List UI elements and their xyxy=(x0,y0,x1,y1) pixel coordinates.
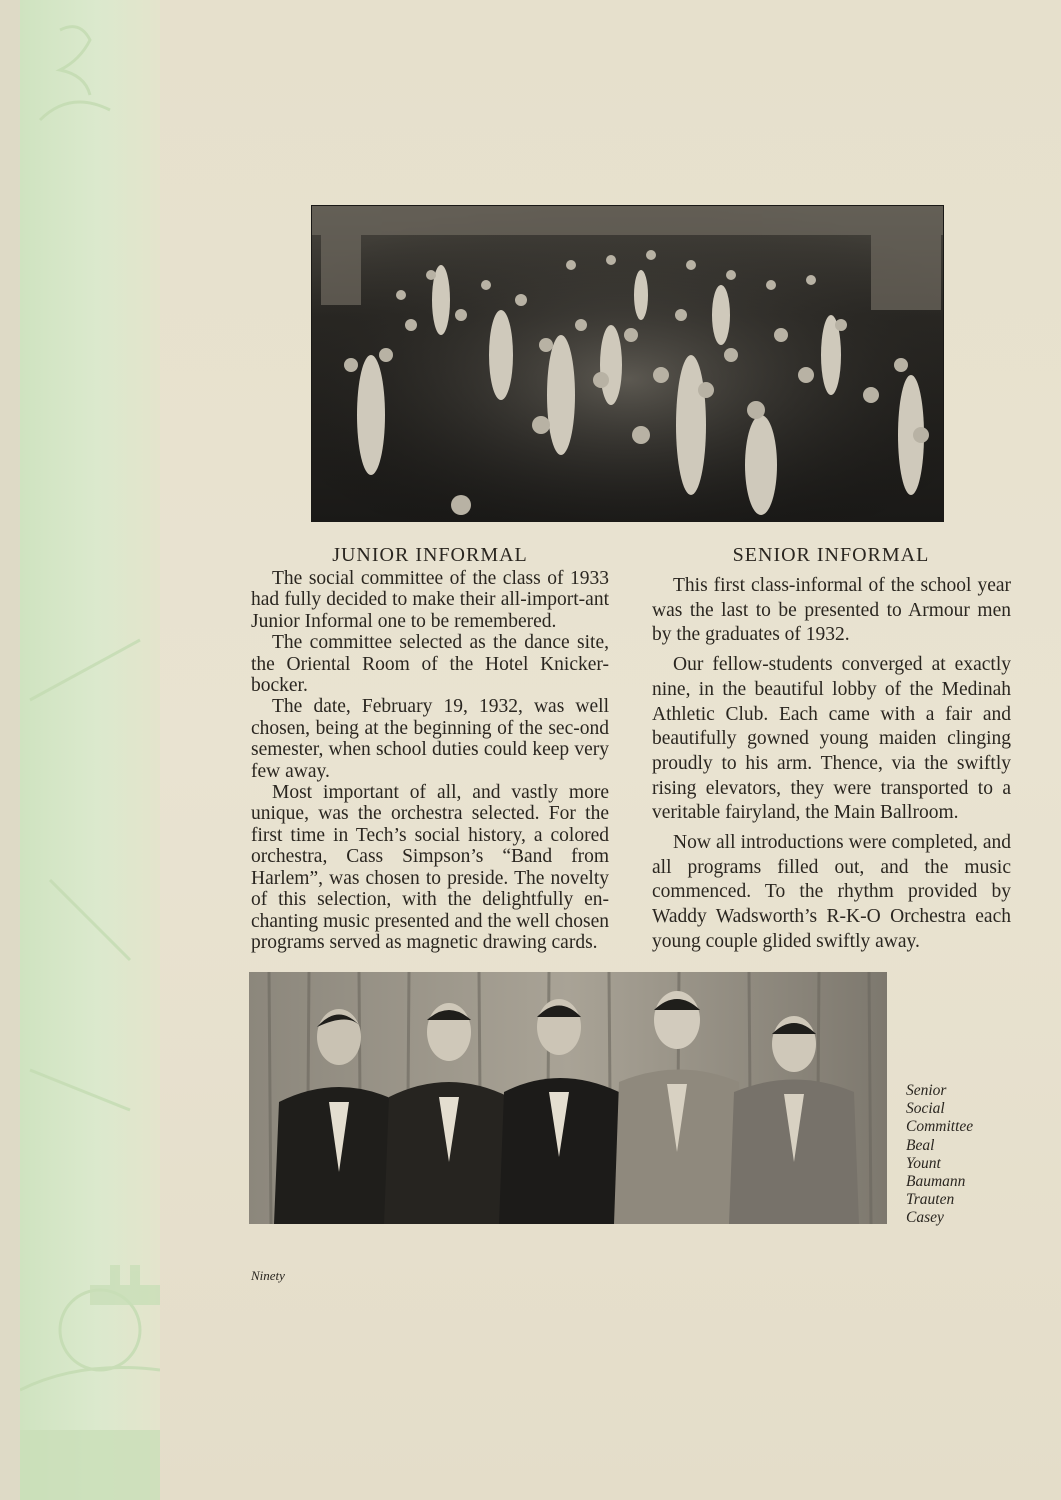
senior-paragraph: Now all introductions were completed, and all programs filled out, and the music commenced. To the rhythm provided by Waddy Wadsworth’s R-K-O Orchestra each young couple glided swiftly away. xyxy=(652,832,1011,952)
senior-informal-heading: SENIOR INFORMAL xyxy=(732,544,930,566)
caption-line: Trauten xyxy=(906,1191,955,1209)
junior-paragraph: The date, February 19, 1932, was well chosen, being at the beginning of the sec-ond semester, when school duties could keep very few away. xyxy=(251,696,609,782)
senior-paragraph: Our fellow-students converged at exactly nine, in the beautiful lobby of the Medinah Athletic Club. Each came with a fair and beautifully gowned young maiden clinging proudly to his arm. Thence, via the swiftly rising elevators, they were transported to a veritable fairyland, the Main Ballroom. xyxy=(652,654,1011,824)
committee-caption xyxy=(906,1082,973,1228)
junior-paragraph: Most important of all, and vastly more unique, was the orchestra selected. For the first time in Tech’s social history, a colored orchestra, Cass Simpson’s “Band from Harlem”, was chosen to preside. The novelty of this selection, with the delightfully en-chanting music presented and the well chosen programs served as magnetic drawing cards. xyxy=(251,782,609,953)
senior-social-committee-photo xyxy=(249,972,887,1224)
caption-line: Casey xyxy=(906,1209,944,1227)
strip-ornament xyxy=(20,0,160,1500)
page-number: Ninety xyxy=(251,1268,285,1283)
caption-line: Senior xyxy=(906,1082,947,1099)
junior-informal-article xyxy=(251,568,609,953)
caption-line: Yount xyxy=(906,1154,941,1172)
caption-line: Beal xyxy=(906,1136,935,1154)
senior-informal-article xyxy=(652,574,1011,960)
caption-line: Baumann xyxy=(906,1173,966,1191)
junior-informal-heading: JUNIOR INFORMAL xyxy=(332,544,528,566)
dance-floor-photo xyxy=(311,205,944,522)
caption-line: Committee xyxy=(906,1118,974,1136)
junior-paragraph: The committee selected as the dance site, the Oriental Room of the Hotel Knicker-bocker. xyxy=(251,632,609,697)
page-edge xyxy=(0,0,20,1500)
caption-line: Social xyxy=(906,1100,945,1118)
senior-paragraph: This first class-informal of the school year was the last to be presented to Armour men by the graduates of 1932. xyxy=(652,575,1011,646)
junior-paragraph: The social committee of the class of 1933 had fully decided to make their all-import-ant Junior Informal one to be remembered. xyxy=(251,568,609,632)
